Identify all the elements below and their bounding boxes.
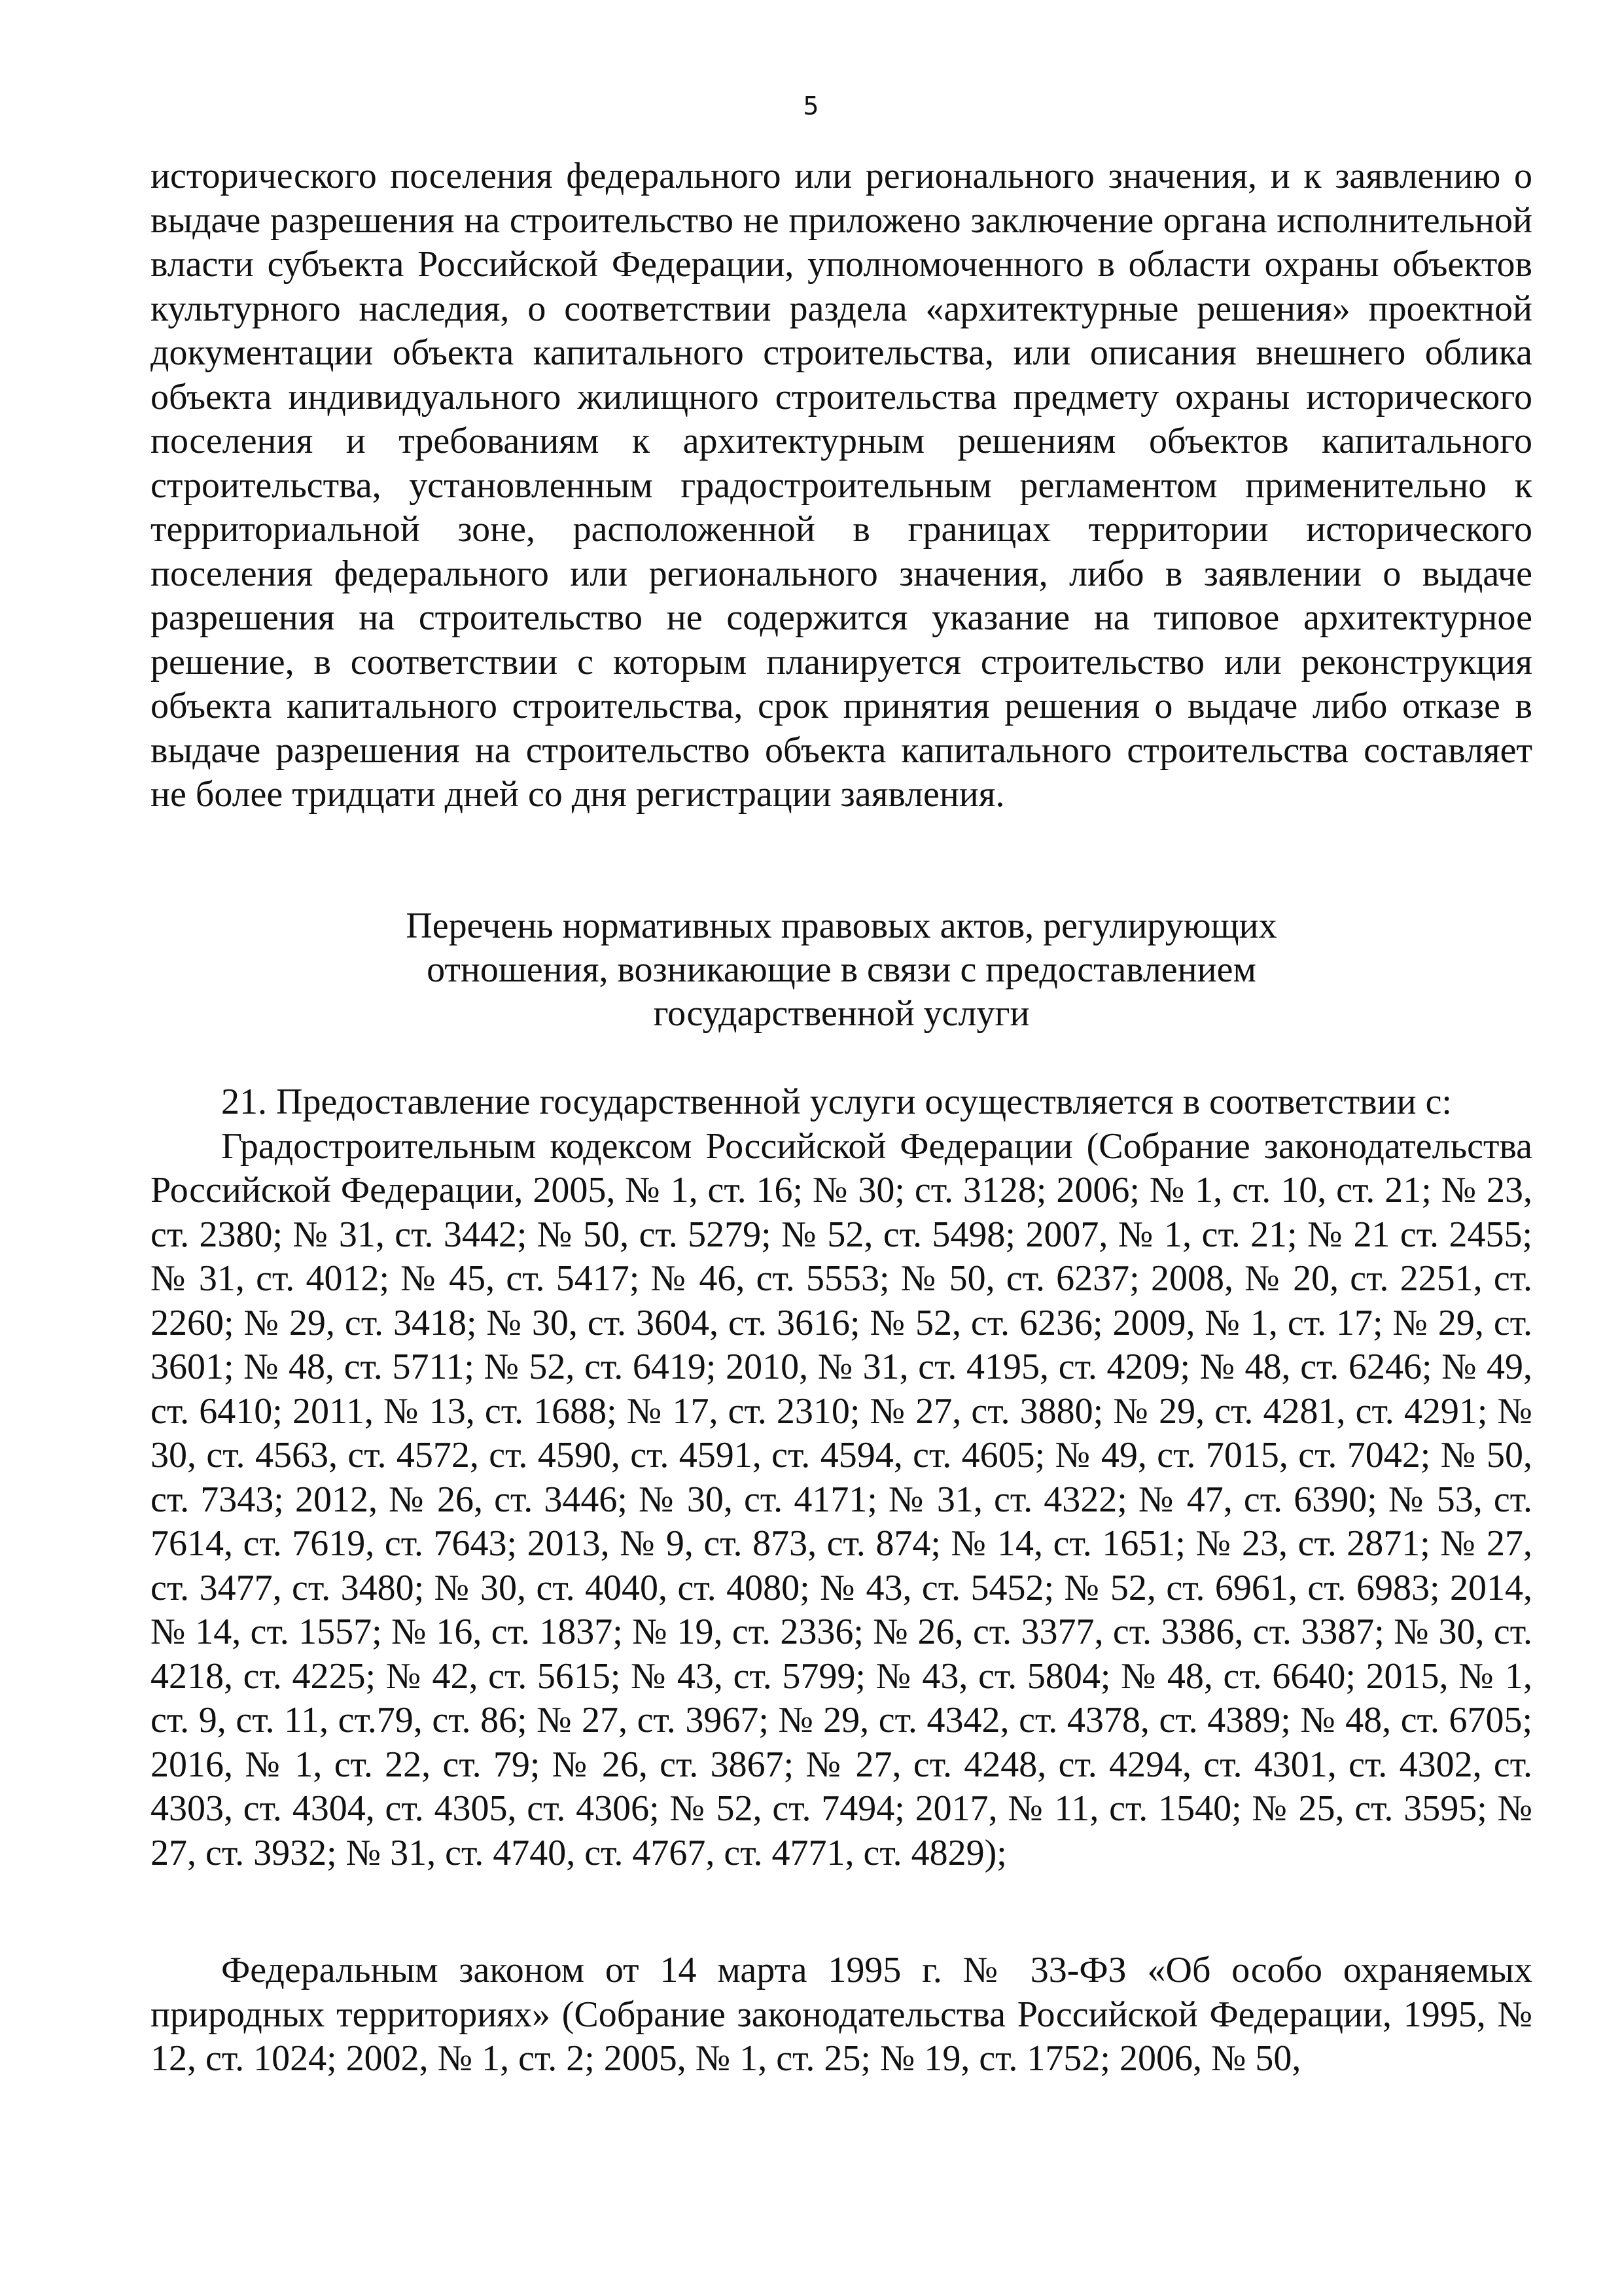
- urban-planning-code-reference: Градостроительным кодексом Российской Федерации (Собрание законодательства Российской Федерации, 2005, № 1, ст. 16; № 30; ст. 3128; 2006; № 1, ст. 10, ст. 21; № 23, ст. 2380; № 31, ст. 3442; № 50, ст. 5279; № 52, ст. 5498; 2007, № 1, ст. 21; № 21 ст. 2455; № 31, ст. 4012; № 45, ст. 5417; № 46, ст. 5553; № 50, ст. 6237; 2008, № 20, ст. 2251, ст. 2260; № 29, ст. 3418; № 30, ст. 3604, ст. 3616; № 52, ст. 6236; 2009, № 1, ст. 17; № 29, ст. 3601; № 48, ст. 5711; № 52, ст. 6419; 2010, № 31, ст. 4195, ст. 4209; № 48, ст. 6246; № 49, ст. 6410; 2011, № 13, ст. 1688; № 17, ст. 2310; № 27, ст. 3880; № 29, ст. 4281, ст. 4291; № 30, ст. 4563, ст. 4572, ст. 4590, ст. 4591, ст. 4594, ст. 4605; № 49, ст. 7015, ст. 7042; № 50, ст. 7343; 2012, № 26, ст. 3446; № 30, ст. 4171; № 31, ст. 4322; № 47, ст. 6390; № 53, ст. 7614, ст. 7619, ст. 7643; 2013, № 9, ст. 873, ст. 874; № 14, ст. 1651; № 23, ст. 2871; № 27, ст. 3477, ст. 3480; № 30, ст. 4040, ст. 4080; № 43, ст. 5452; № 52, ст. 6961, ст. 6983; 2014, № 14, ст. 1557; № 16, ст. 1837; № 19, ст. 2336; № 26, ст. 3377, ст. 3386, ст. 3387; № 30, ст. 4218, ст. 4225; № 42, ст. 5615; № 43, ст. 5799; № 43, ст. 5804; № 48, ст. 6640; 2015, № 1, ст. 9, ст. 11, ст.79, ст. 86; № 27, ст. 3967; № 29, ст. 4342, ст. 4378, ст. 4389; № 48, ст. 6705; 2016, № 1, ст. 22, ст. 79; № 26, ст. 3867; № 27, ст. 4248, ст. 4294, ст. 4301, ст. 4302, ст. 4303, ст. 4304, ст. 4305, ст. 4306; № 52, ст. 7494; 2017, № 11, ст. 1540; № 25, ст. 3595; № 27, ст. 3932; № 31, ст. 4740, ст. 4767, ст. 4771, ст. 4829);: [150, 1125, 1532, 1873]
- heading-line: отношения, возникающие в связи с предоставлением: [427, 949, 1256, 990]
- federal-law-33-reference: Федеральным законом от 14 марта 1995 г. № 33-ФЗ «Об особо охраняемых природных территориях» (Собрание законодательства Российской Федерации, 1995, № 12, ст. 1024; 2002, № 1, ст. 2; 2005, № 1, ст. 25; № 19, ст. 1752; 2006, № 50,: [150, 1950, 1532, 2079]
- heading-line: Перечень нормативных правовых актов, регулирующих: [406, 906, 1277, 946]
- clause-21-intro: 21. Предоставление государственной услуги осуществляется в соответствии с:: [221, 1082, 1452, 1122]
- page-number: 5: [803, 92, 819, 120]
- section-heading: [150, 904, 1532, 1036]
- clause-21: [150, 1080, 1532, 1875]
- heading-line: государственной услуги: [653, 993, 1030, 1034]
- paragraph-continuation: исторического поселения федерального или регионального значения, и к заявлению о выдаче разрешения на строительство не приложено заключение органа исполнительной власти субъекта Российской Федерации, уполномоченного в области охраны объектов культурного наследия, о соответствии раздела «архитектурные решения» проектной документации объекта капитального строительства, или описания внешнего облика объекта индивидуального жилищного строительства предмету охраны исторического поселения и требованиям к архитектурным решениям объектов капитального строительства, установленным градостроительным регламентом применительно к территориальной зоне, расположенной в границах территории исторического поселения федерального или регионального значения, либо в заявлении о выдаче разрешения на строительство не содержится указание на типовое архитектурное решение, в соответствии с которым планируется строительство или реконструкция объекта капитального строительства, срок принятия решения о выдаче либо отказе в выдаче разрешения на строительство объекта капитального строительства составляет не более тридцати дней со дня регистрации заявления.: [150, 156, 1532, 815]
